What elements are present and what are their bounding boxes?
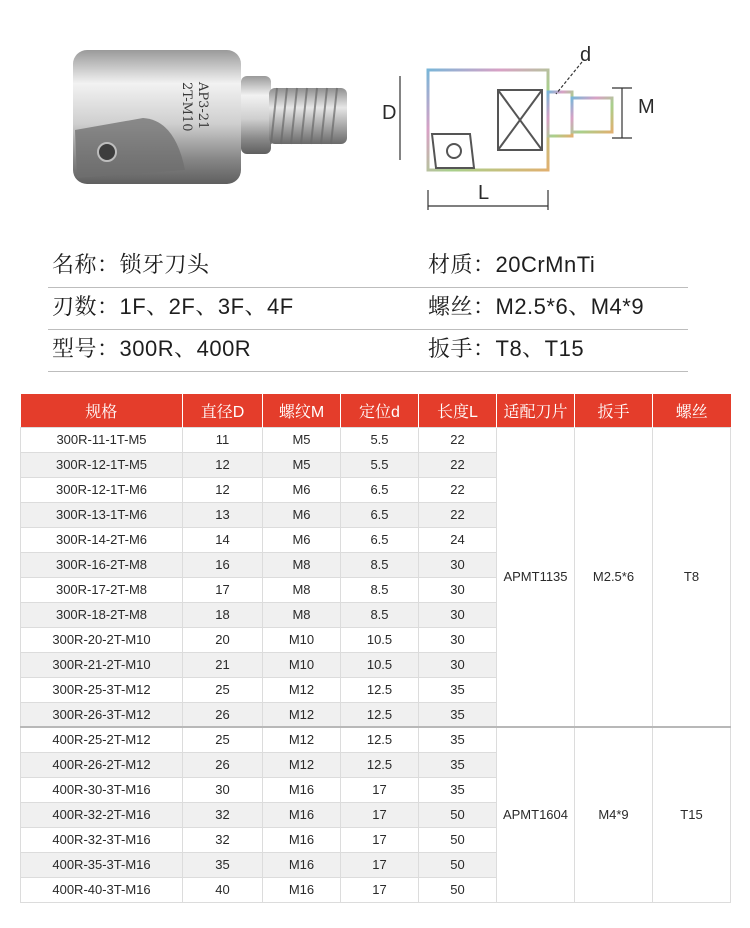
cell-spec: 400R-26-2T-M12 [21, 752, 183, 777]
cell-thread: M6 [263, 477, 341, 502]
cell-thread: M12 [263, 752, 341, 777]
cell-length: 35 [419, 702, 497, 727]
cell-thread: M10 [263, 652, 341, 677]
cell-length: 35 [419, 727, 497, 752]
cell-locating: 17 [341, 852, 419, 877]
cell-thread: M12 [263, 727, 341, 752]
header-screw: 螺丝 [653, 394, 731, 427]
cell-thread: M16 [263, 802, 341, 827]
cell-screw: T15 [653, 727, 731, 902]
cell-locating: 5.5 [341, 452, 419, 477]
header-spec: 规格 [21, 394, 183, 427]
cell-wrench: M4*9 [575, 727, 653, 902]
cell-diameter: 40 [183, 877, 263, 902]
cell-length: 30 [419, 552, 497, 577]
cell-diameter: 35 [183, 852, 263, 877]
cell-length: 30 [419, 602, 497, 627]
cell-spec: 400R-35-3T-M16 [21, 852, 183, 877]
cell-locating: 8.5 [341, 552, 419, 577]
cell-locating: 6.5 [341, 477, 419, 502]
drawing-head [428, 70, 548, 170]
cell-length: 50 [419, 827, 497, 852]
cell-diameter: 11 [183, 427, 263, 452]
cell-diameter: 16 [183, 552, 263, 577]
cell-thread: M16 [263, 777, 341, 802]
spec-name: 名称：锁牙刀头 [52, 252, 210, 277]
spec-material: 材质：20CrMnTi [428, 252, 596, 277]
cell-length: 50 [419, 877, 497, 902]
cell-length: 30 [419, 627, 497, 652]
cell-diameter: 21 [183, 652, 263, 677]
cell-length: 24 [419, 527, 497, 552]
cell-diameter: 25 [183, 727, 263, 752]
cell-locating: 8.5 [341, 602, 419, 627]
cell-spec: 300R-12-1T-M6 [21, 477, 183, 502]
drawing-neck [548, 92, 572, 136]
cell-locating: 17 [341, 802, 419, 827]
spec-row-1 [48, 246, 688, 288]
cell-thread: M8 [263, 552, 341, 577]
cell-diameter: 20 [183, 627, 263, 652]
spec-row-3 [48, 330, 688, 372]
cell-spec: 300R-11-1T-M5 [21, 427, 183, 452]
cell-length: 22 [419, 452, 497, 477]
cell-insert: APMT1135 [497, 427, 575, 727]
header-diameter: 直径D [183, 394, 263, 427]
cell-thread: M10 [263, 627, 341, 652]
engraving-line2: 2T-M10 [179, 82, 194, 132]
cell-length: 30 [419, 577, 497, 602]
cell-diameter: 25 [183, 677, 263, 702]
cell-length: 30 [419, 652, 497, 677]
drawing-label-d: d [580, 44, 592, 66]
insert-screw [98, 143, 116, 161]
cell-spec: 300R-26-3T-M12 [21, 702, 183, 727]
header-locating: 定位d [341, 394, 419, 427]
header-insert: 适配刀片 [497, 394, 575, 427]
cell-spec: 300R-25-3T-M12 [21, 677, 183, 702]
cell-locating: 5.5 [341, 427, 419, 452]
cell-length: 50 [419, 802, 497, 827]
cell-diameter: 12 [183, 452, 263, 477]
cell-thread: M6 [263, 527, 341, 552]
spec-row-2 [48, 288, 688, 330]
cell-spec: 300R-14-2T-M6 [21, 527, 183, 552]
cell-thread: M12 [263, 702, 341, 727]
cell-thread: M16 [263, 852, 341, 877]
cell-spec: 300R-16-2T-M8 [21, 552, 183, 577]
cell-thread: M5 [263, 452, 341, 477]
cell-thread: M5 [263, 427, 341, 452]
table-row [21, 727, 731, 752]
table-header-row [21, 394, 731, 427]
spec-wrench: 扳手：T8、T15 [428, 336, 585, 361]
cell-diameter: 18 [183, 602, 263, 627]
cell-length: 35 [419, 777, 497, 802]
cell-length: 35 [419, 677, 497, 702]
cell-spec: 300R-12-1T-M5 [21, 452, 183, 477]
drawing-thread [572, 98, 612, 132]
spec-model: 型号：300R、400R [52, 336, 252, 361]
cell-spec: 300R-13-1T-M6 [21, 502, 183, 527]
drawing-label-L: L [478, 182, 490, 204]
header-thread: 螺纹M [263, 394, 341, 427]
cell-locating: 17 [341, 777, 419, 802]
engraving-line1: AP3-21 [195, 82, 210, 130]
product-visuals [0, 0, 750, 240]
cell-diameter: 14 [183, 527, 263, 552]
cell-locating: 10.5 [341, 652, 419, 677]
spec-flutes: 刃数：1F、2F、3F、4F [52, 294, 294, 319]
cell-spec: 400R-25-2T-M12 [21, 727, 183, 752]
cell-length: 50 [419, 852, 497, 877]
cell-insert: APMT1604 [497, 727, 575, 902]
cell-spec: 400R-32-2T-M16 [21, 802, 183, 827]
cell-thread: M8 [263, 602, 341, 627]
cell-diameter: 26 [183, 702, 263, 727]
drawing-label-D: D [382, 102, 397, 124]
cell-screw: T8 [653, 427, 731, 727]
table-row [21, 427, 731, 452]
cell-locating: 17 [341, 827, 419, 852]
cell-spec: 300R-18-2T-M8 [21, 602, 183, 627]
cell-locating: 6.5 [341, 527, 419, 552]
product-photo [55, 38, 355, 198]
header-wrench: 扳手 [575, 394, 653, 427]
cell-length: 35 [419, 752, 497, 777]
cell-spec: 400R-30-3T-M16 [21, 777, 183, 802]
cell-spec: 300R-17-2T-M8 [21, 577, 183, 602]
cell-thread: M12 [263, 677, 341, 702]
cell-wrench: M2.5*6 [575, 427, 653, 727]
cell-locating: 17 [341, 877, 419, 902]
cell-thread: M16 [263, 827, 341, 852]
cell-diameter: 30 [183, 777, 263, 802]
cell-diameter: 12 [183, 477, 263, 502]
cell-thread: M8 [263, 577, 341, 602]
cell-diameter: 26 [183, 752, 263, 777]
table-body [21, 427, 731, 902]
cell-diameter: 17 [183, 577, 263, 602]
cell-spec: 300R-20-2T-M10 [21, 627, 183, 652]
cell-length: 22 [419, 502, 497, 527]
cell-locating: 12.5 [341, 677, 419, 702]
cell-spec: 400R-32-3T-M16 [21, 827, 183, 852]
cell-locating: 12.5 [341, 702, 419, 727]
cell-locating: 12.5 [341, 752, 419, 777]
cell-thread: M16 [263, 877, 341, 902]
spec-screw: 螺丝：M2.5*6、M4*9 [428, 294, 645, 319]
cell-locating: 10.5 [341, 627, 419, 652]
cell-diameter: 13 [183, 502, 263, 527]
cell-locating: 12.5 [341, 727, 419, 752]
spec-table [20, 394, 731, 903]
cell-thread: M6 [263, 502, 341, 527]
drawing-label-M: M [638, 96, 655, 118]
header-length: 长度L [419, 394, 497, 427]
tool-collar [241, 76, 271, 154]
technical-drawing [370, 30, 670, 210]
cell-diameter: 32 [183, 827, 263, 852]
cell-locating: 8.5 [341, 577, 419, 602]
cell-spec: 400R-40-3T-M16 [21, 877, 183, 902]
cell-length: 22 [419, 427, 497, 452]
cell-locating: 6.5 [341, 502, 419, 527]
cell-diameter: 32 [183, 802, 263, 827]
cell-spec: 300R-21-2T-M10 [21, 652, 183, 677]
cell-length: 22 [419, 477, 497, 502]
spec-list [48, 246, 688, 372]
